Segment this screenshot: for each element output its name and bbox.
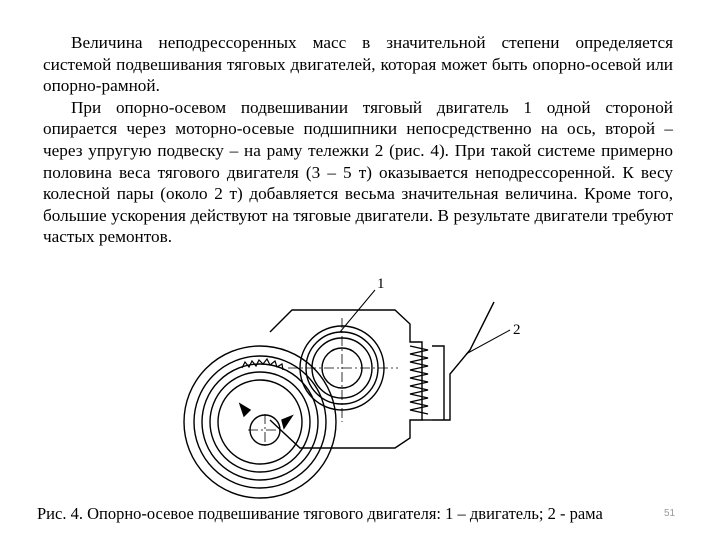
body-text: [43, 32, 673, 248]
motor-housing: [270, 310, 422, 448]
paragraph-2: При опорно-осевом подвешивании тяговый двигатель 1 одной стороной опирается через моторно-осевые подшипники непосредственно на ось, второй – через упругую подвеску – на раму тележки 2 (рис. 4). При такой системе примерно половина веса тягового двигателя (3 – 5 т) оказывается неподрессоренной. К весу колесной пары (около 2 т) добавляется весьма значительная величина. Кроме того, большие ускорения действуют на тяговые двигатели. В результате двигатели требуют частых ремонтов.: [43, 97, 673, 247]
paragraph-1: Величина неподрессоренных масс в значительной степени определяется системой подвешивания тяговых двигателей, которая может быть опорно-осевой или опорно-рамной.: [43, 33, 673, 96]
bogie-frame: [432, 302, 494, 420]
page-number: 51: [664, 508, 676, 519]
figure-motor-suspension: [170, 270, 540, 500]
label-motor: 1: [377, 276, 385, 292]
label-frame: 2: [513, 322, 521, 338]
gear-wheel-outer: [184, 346, 336, 498]
figure-caption: Рис. 4. Опорно-осевое подвешивание тягового двигателя: 1 – двигатель; 2 - рама: [37, 504, 603, 523]
suspension-spring: [410, 346, 428, 414]
